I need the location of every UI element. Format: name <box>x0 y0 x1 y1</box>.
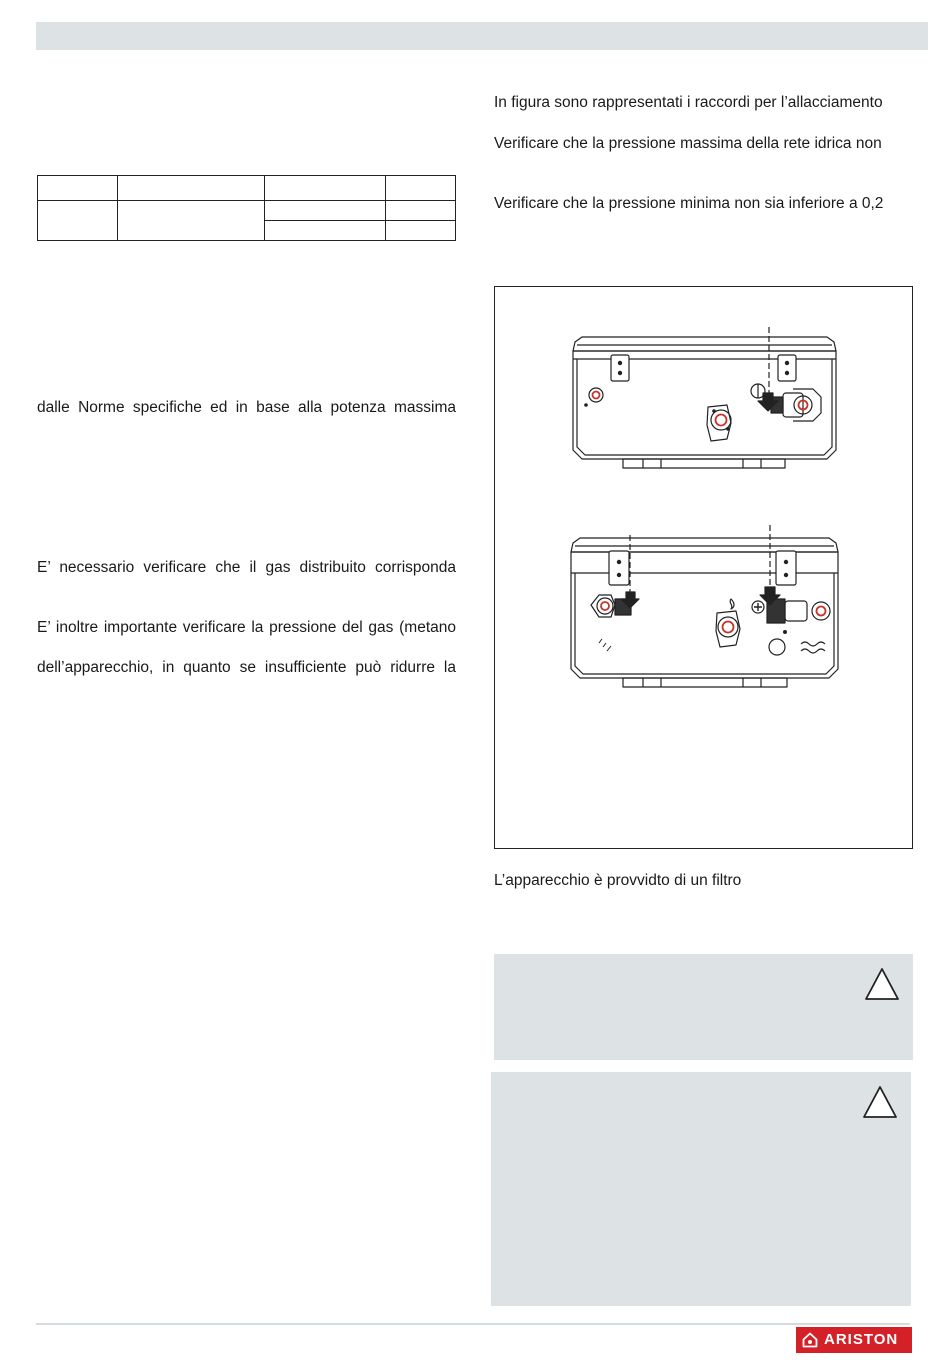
heater-top-view <box>573 327 836 468</box>
heater-diagrams <box>495 287 914 850</box>
heater-bottom-view <box>571 525 838 687</box>
table-cell <box>386 176 456 201</box>
brand-name: ARISTON <box>824 1331 899 1348</box>
warning-box-1 <box>494 954 913 1060</box>
table-cell <box>117 176 265 201</box>
table-cell <box>265 176 386 201</box>
ariston-logo <box>796 1327 912 1353</box>
table-cell <box>265 221 386 241</box>
para-raccordi: In figura sono rappresentati i raccordi per l’allacciamento <box>494 94 883 111</box>
warning-triangle-icon <box>862 1084 898 1120</box>
warning-triangle-icon <box>864 966 900 1002</box>
table-cell <box>386 201 456 221</box>
warning-box-2 <box>491 1072 911 1306</box>
house-icon <box>802 1332 818 1348</box>
connections-figure <box>494 286 913 849</box>
para-filtro: L’apparecchio è provvidto di un filtro <box>494 872 742 889</box>
table-cell <box>265 201 386 221</box>
para-gas-distribuito: E’ necessario verificare che il gas distribuito corrisponda <box>37 559 456 576</box>
spec-table <box>37 175 456 241</box>
para-pressione-gas: E’ inoltre importante verificare la pressione del gas (metano <box>37 619 456 636</box>
page-header-bar <box>36 22 928 50</box>
footer-divider <box>36 1323 910 1325</box>
para-pressione-massima: Verificare che la pressione massima della rete idrica non <box>494 135 882 152</box>
para-apparecchio: dell’apparecchio, in quanto se insufficiente può ridurre la <box>37 659 456 676</box>
table-cell <box>38 201 118 241</box>
table-cell <box>38 176 118 201</box>
table-cell <box>117 201 265 241</box>
para-pressione-minima: Verificare che la pressione minima non sia inferiore a 0,2 <box>494 195 884 212</box>
table-cell <box>386 221 456 241</box>
para-norme: dalle Norme specifiche ed in base alla potenza massima <box>37 399 456 416</box>
